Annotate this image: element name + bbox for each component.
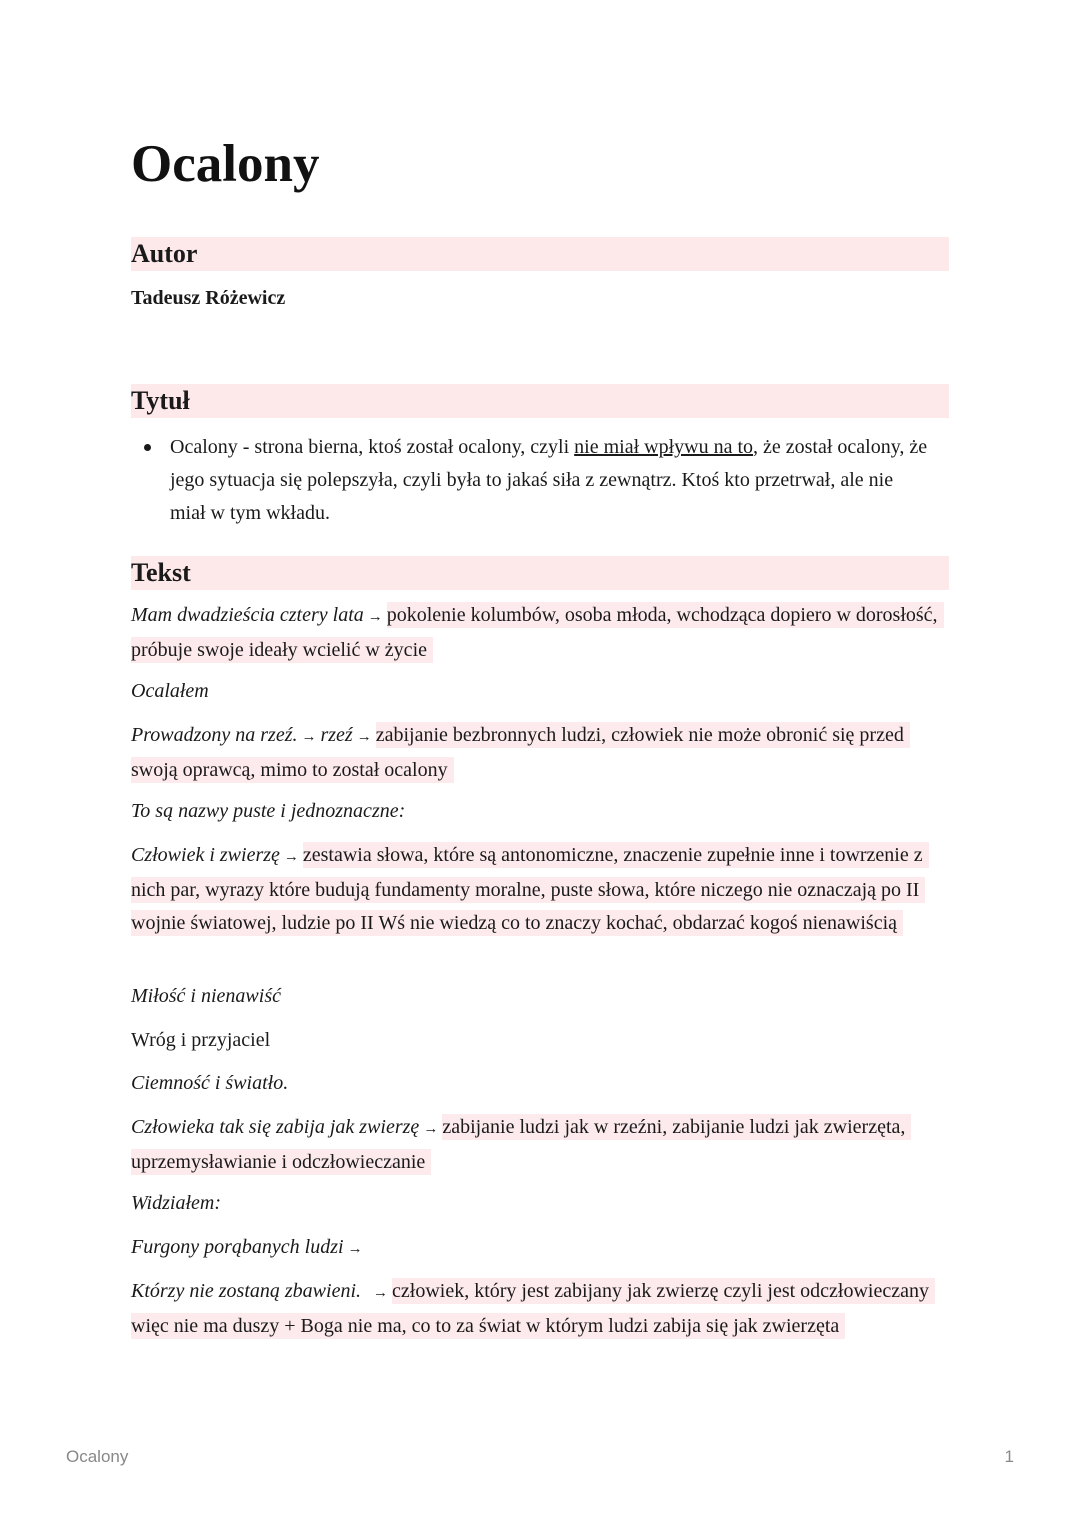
highlighted-note: zabijanie bezbronnych ludzi, człowiek nie może obronić się przed swoją oprawcą, mimo to został ocalony (131, 722, 910, 783)
highlighted-note: zestawia słowa, które są antonomiczne, znaczenie zupełnie inne i towrzenie z nich par, wyrazy które budują fundamenty moralne, puste słowa, które niczego nie oznaczają po II wojnie światowej, ludzie po II Wś nie wiedzą co to znaczy kochać, obdarzać kogoś nienawiścią (131, 842, 929, 936)
footer-page-number: 1 (1004, 1447, 1014, 1466)
footer-document-name: Ocalony (66, 1447, 129, 1466)
poem-line (131, 1024, 949, 1057)
poem-line (131, 675, 949, 708)
arrow-right-icon: → (356, 729, 372, 745)
arrow-right-icon: → (347, 1241, 363, 1257)
poem-quote: Widziałem: (131, 1192, 221, 1214)
highlighted-note: zabijanie ludzi jak w rzeźni, zabijanie ludzi jak zwierzęta, uprzemysławianie i odczłowieczanie (131, 1114, 911, 1175)
poem-quote: Ciemność i światło. (131, 1072, 289, 1094)
document-title: Ocalony (131, 135, 320, 193)
poem-line (131, 795, 949, 828)
poem-line-annotation (131, 839, 949, 940)
poem-quote: Ocalałem (131, 680, 209, 702)
arrow-right-icon: → (367, 609, 383, 625)
poem-line (131, 980, 949, 1013)
poem-quote: Mam dwadzieścia cztery lata (131, 604, 364, 626)
poem-quote: Furgony porąbanych ludzi (131, 1236, 344, 1258)
poem-line-annotation (131, 1111, 949, 1179)
bullet-text-before: Ocalony - strona bierna, ktoś został ocalony, czyli (170, 436, 575, 458)
title-bullet-list (131, 431, 931, 530)
highlighted-note: pokolenie kolumbów, osoba młoda, wchodząca dopiero w dorosłość, próbuje swoje ideały wcielić w życie (131, 602, 944, 663)
section-heading-title: Tytuł (131, 384, 949, 418)
poem-line-annotation (131, 599, 949, 667)
poem-line-annotation (131, 719, 949, 787)
list-item (131, 431, 931, 530)
poem-line (131, 1067, 949, 1100)
poem-quote: Którzy nie zostaną zbawieni. (131, 1280, 362, 1302)
poem-line-annotation (131, 1275, 949, 1343)
poem-quote: Człowiek i zwierzę (131, 844, 280, 866)
poem-quote: Miłość i nienawiść (131, 985, 281, 1007)
poem-line (131, 1231, 949, 1266)
arrow-right-icon: → (373, 1285, 389, 1301)
poem-plain-line: Wróg i przyjaciel (131, 1029, 271, 1051)
highlighted-note: człowiek, który jest zabijany jak zwierzę czyli jest odczłowieczany więc nie ma duszy + Boga nie ma, co to za świat w którym ludzi zabija się jak zwierzęta (131, 1278, 935, 1339)
author-name: Tadeusz Różewicz (131, 287, 286, 309)
section-heading-author: Autor (131, 237, 949, 271)
poem-quote: To są nazwy puste i jednoznaczne: (131, 800, 406, 822)
arrow-right-icon: → (423, 1121, 439, 1137)
underlined-phrase: nie miał wpływu na to (574, 436, 753, 458)
arrow-right-icon: → (283, 849, 299, 865)
poem-quote: Prowadzony na rzeź. (131, 724, 298, 746)
poem-quote-keyword: rzeź (320, 724, 353, 746)
bullet-icon (144, 444, 151, 451)
poem-quote: Człowieka tak się zabija jak zwierzę (131, 1116, 420, 1138)
section-heading-text: Tekst (131, 556, 949, 590)
bullet-text-after: , że został ocalony, że jego sytuacja się polepszyła, czyli była to jakaś siła z zewnątrz. Ktoś kto przetrwał, ale nie miał w tym wkładu. (170, 436, 928, 524)
arrow-right-icon: → (301, 729, 317, 745)
poem-line (131, 1187, 949, 1220)
